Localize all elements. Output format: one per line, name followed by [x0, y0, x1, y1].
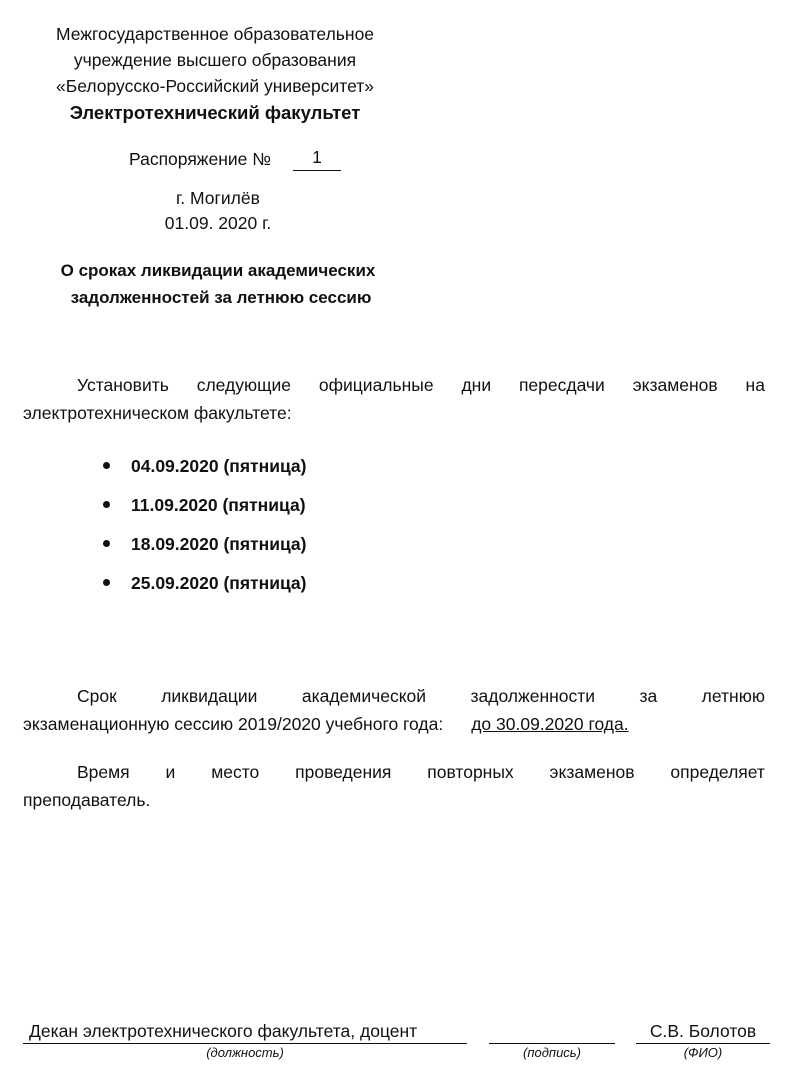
signature-line: [489, 1043, 615, 1044]
word: Срок: [77, 686, 117, 706]
word: летнюю: [701, 686, 765, 706]
paragraph-2: [23, 682, 765, 738]
paragraph-3-line-2: преподаватель.: [23, 790, 151, 810]
order-date: 01.09. 2020 г.: [164, 213, 272, 233]
paragraph-2-line-2: [23, 710, 765, 738]
paragraph-1: [23, 371, 765, 427]
word: на: [745, 375, 765, 395]
org-line-1: Межгосударственное образовательное: [55, 24, 375, 44]
org-line-3: «Белорусско-Российский университет»: [55, 76, 375, 96]
word: задолженности: [470, 686, 596, 706]
list-item: [101, 563, 307, 602]
paragraph-1-line-2: электротехническом факультете:: [23, 403, 292, 423]
name-line: [636, 1043, 770, 1044]
word: место: [211, 762, 260, 782]
order-number: 1: [293, 145, 341, 171]
word: проведения: [295, 762, 392, 782]
name-caption: (ФИО): [683, 1045, 723, 1060]
word: официальные: [318, 375, 434, 395]
subject-line-2: задолженностей за летнюю сессию: [70, 288, 372, 307]
deadline-text: до 30.09.2020 года.: [471, 714, 629, 734]
order-label: Распоряжение №: [129, 149, 272, 169]
paragraph-2-line-2-text: экзаменационную сессию 2019/2020 учебного года:: [23, 714, 444, 734]
order-city: г. Могилёв: [176, 188, 260, 208]
signature-name: С.В. Болотов: [649, 1021, 757, 1041]
word: экзаменов: [549, 762, 635, 782]
subject-line-1: О сроках ликвидации академических: [60, 261, 376, 280]
paragraph-3: [23, 758, 765, 814]
word: повторных: [427, 762, 514, 782]
bullet-icon: [103, 579, 110, 586]
word: дни: [461, 375, 492, 395]
word: Время: [77, 762, 130, 782]
bullet-icon: [103, 540, 110, 547]
bullet-icon: [103, 501, 110, 508]
paragraph-1-line-1: [23, 371, 765, 399]
date-text: 11.09.2020 (пятница): [131, 494, 306, 515]
faculty-name: Электротехнический факультет: [69, 102, 361, 123]
header: [0, 21, 430, 126]
word: пересдачи: [518, 375, 605, 395]
signature-caption: (подпись): [523, 1045, 581, 1060]
word: Установить: [77, 375, 169, 395]
list-item: [101, 446, 307, 485]
word: ликвидации: [161, 686, 258, 706]
retake-dates-list: [101, 446, 307, 602]
subject-title: [0, 257, 436, 311]
date-text: 25.09.2020 (пятница): [131, 572, 307, 593]
org-line-2: учреждение высшего образования: [73, 50, 357, 70]
word: и: [165, 762, 176, 782]
position-line: [23, 1043, 467, 1044]
word: экзаменов: [632, 375, 718, 395]
signature-position: Декан электротехнического факультета, доцент: [29, 1021, 418, 1041]
date-text: 18.09.2020 (пятница): [131, 533, 307, 554]
paragraph-3-line-1: [23, 758, 765, 786]
paragraph-2-line-1: [23, 682, 765, 710]
position-caption: (должность): [206, 1045, 284, 1060]
word: академической: [301, 686, 427, 706]
word: следующие: [196, 375, 292, 395]
bullet-icon: [103, 462, 110, 469]
list-item: [101, 524, 307, 563]
word: за: [639, 686, 658, 706]
word: определяет: [670, 762, 765, 782]
list-item: [101, 485, 307, 524]
date-text: 04.09.2020 (пятница): [131, 455, 307, 476]
